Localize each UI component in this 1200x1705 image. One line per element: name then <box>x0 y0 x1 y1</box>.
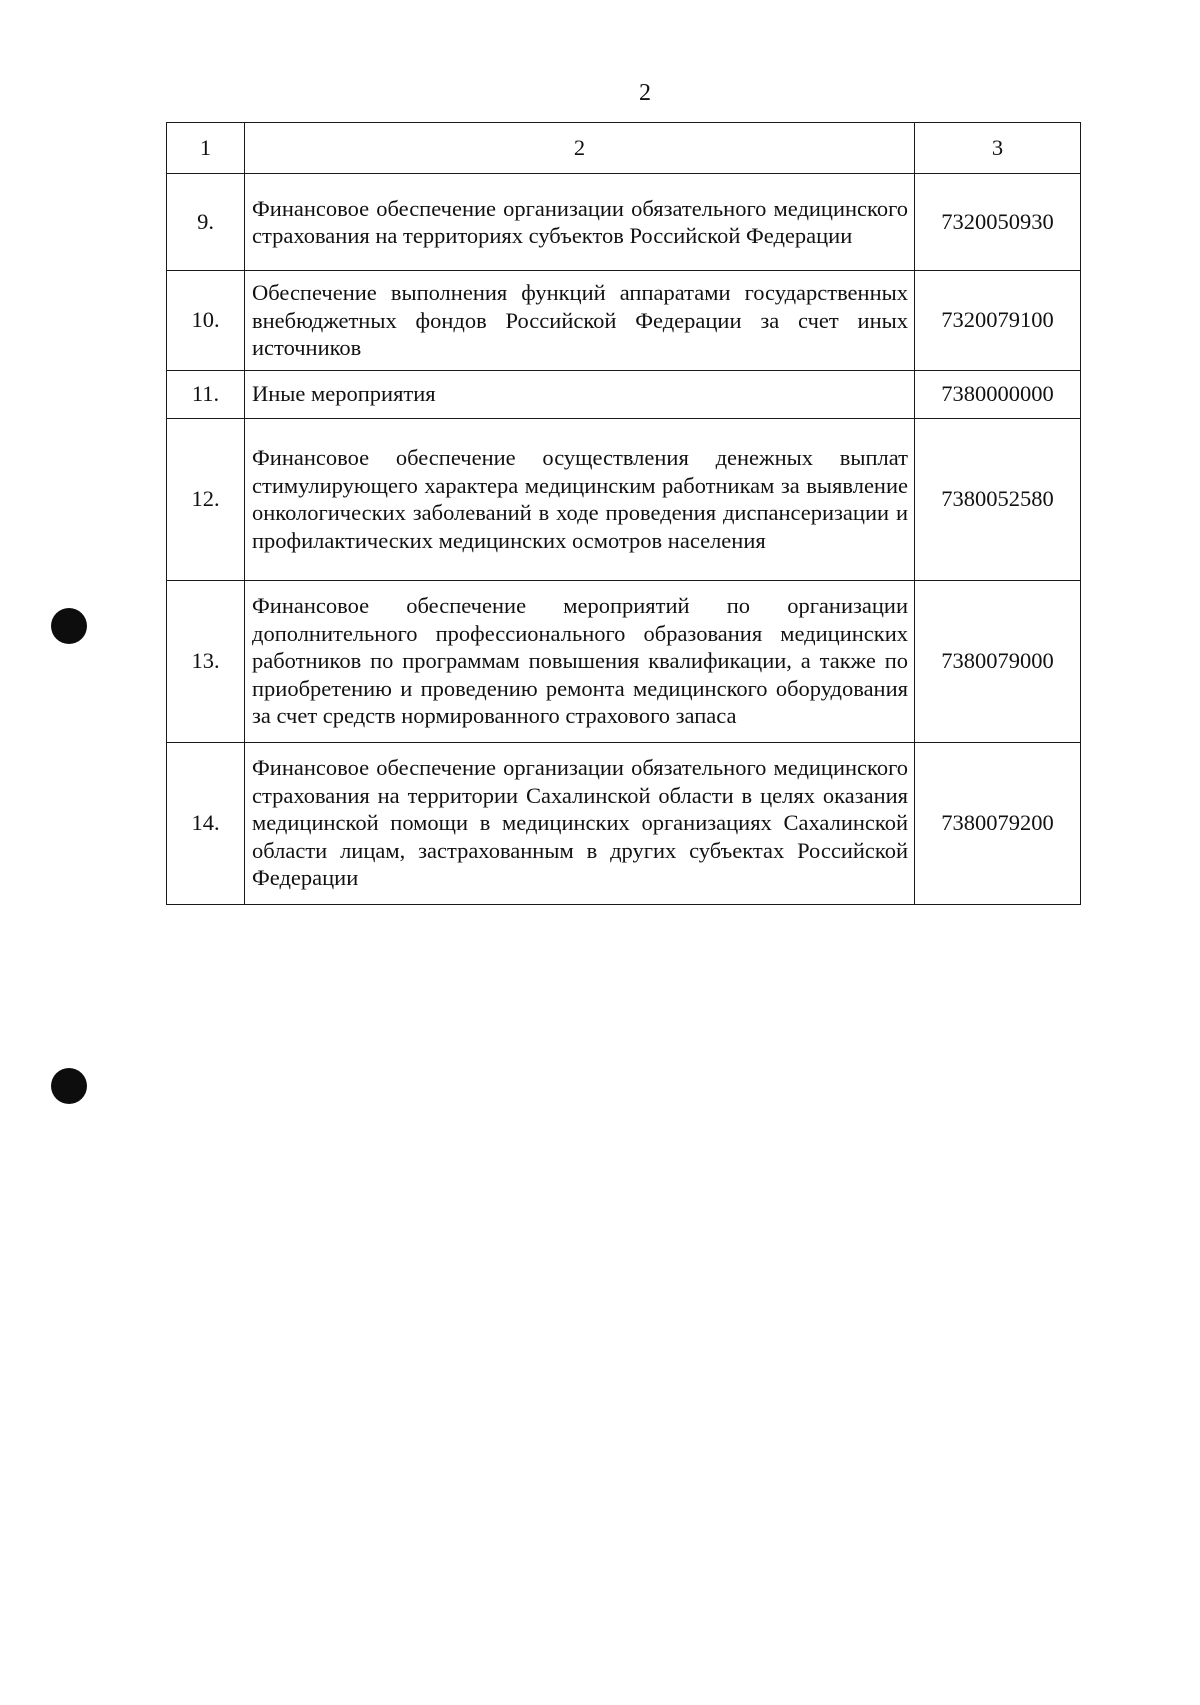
row-code: 7320050930 <box>915 174 1081 271</box>
table-header-row <box>167 123 1081 174</box>
page-number: 2 <box>639 80 651 106</box>
row-code: 7380000000 <box>915 370 1081 418</box>
document-table <box>166 122 1081 905</box>
row-description: Финансовое обеспечение мероприятий по организации дополнительного профессионального образования медицинских работников по программам повышения квалификации, а также по приобретению и проведению ремонта медицинского оборудования за счет средств нормированного страхового запаса <box>245 580 915 742</box>
row-number: 9. <box>167 174 245 271</box>
row-description: Финансовое обеспечение осуществления денежных выплат стимулирующего характера медицинским работникам за выявление онкологических заболеваний в ходе проведения диспансеризации и профилактических медицинских осмотров населения <box>245 418 915 580</box>
row-code: 7380052580 <box>915 418 1081 580</box>
row-number: 13. <box>167 580 245 742</box>
table-row <box>167 418 1081 580</box>
header-cell-number: 1 <box>167 123 245 174</box>
row-description: Иные мероприятия <box>245 370 915 418</box>
row-description: Обеспечение выполнения функций аппаратами государственных внебюджетных фондов Российской Федерации за счет иных источников <box>245 271 915 371</box>
header-cell-name: 2 <box>245 123 915 174</box>
table-row <box>167 580 1081 742</box>
table-row <box>167 742 1081 904</box>
row-number: 11. <box>167 370 245 418</box>
row-number: 12. <box>167 418 245 580</box>
table-row <box>167 370 1081 418</box>
table-row <box>167 271 1081 371</box>
row-number: 14. <box>167 742 245 904</box>
row-code: 7380079000 <box>915 580 1081 742</box>
row-code: 7380079200 <box>915 742 1081 904</box>
binder-hole-mark <box>51 1068 87 1104</box>
row-code: 7320079100 <box>915 271 1081 371</box>
row-number: 10. <box>167 271 245 371</box>
row-description: Финансовое обеспечение организации обязательного медицинского страхования на территории Сахалинской области в целях оказания медицинской помощи в медицинских организациях Сахалинской области лицам, застрахованным в других субъектах Российской Федерации <box>245 742 915 904</box>
row-description: Финансовое обеспечение организации обязательного медицинского страхования на территориях субъектов Российской Федерации <box>245 174 915 271</box>
table-row <box>167 174 1081 271</box>
header-cell-code: 3 <box>915 123 1081 174</box>
binder-hole-mark <box>51 608 87 644</box>
